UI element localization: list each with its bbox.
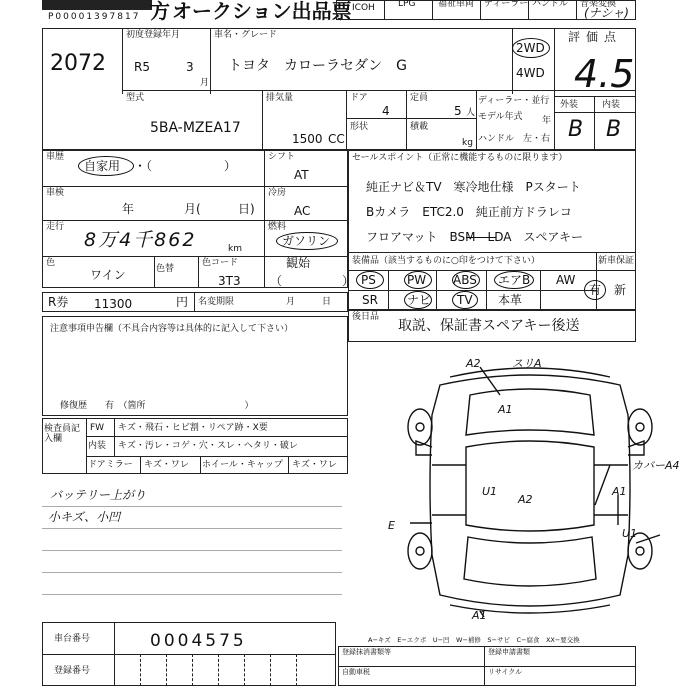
capacity-unit: 人 <box>466 108 476 118</box>
car-name-label: 車名・グレード <box>214 30 278 40</box>
shape-label: 形状 <box>350 122 369 132</box>
score-label: 評価点 <box>568 30 623 44</box>
equipment-tv: TV <box>457 293 473 307</box>
capacity-value: 5 <box>454 104 462 118</box>
admin-label-4: リサイクル <box>488 668 523 676</box>
cooler-label: 冷房 <box>268 188 287 198</box>
diagram-mark-front-sura: スリA <box>512 357 542 370</box>
dealer-label: ディーラー・並行 <box>478 96 550 106</box>
inspection-month: 月( <box>184 202 201 216</box>
diagram-mark-hood-a1: A1 <box>498 403 513 416</box>
registration-era: R5 <box>134 60 150 74</box>
bsm-strike <box>466 237 496 238</box>
equipment-aw: AW <box>556 273 576 287</box>
admin-label-2: 登録申請書類 <box>488 648 530 656</box>
usage-label: 車歴 <box>46 152 65 162</box>
new-car-warranty-label: 新車保証 <box>598 256 635 266</box>
color-label: 色 <box>46 258 56 268</box>
inspector-wheel-items: キズ・ワレ <box>292 460 337 470</box>
color-change-label: 色替 <box>156 264 175 274</box>
doors-value: 4 <box>382 104 390 118</box>
interior-label: 内装 <box>602 100 621 110</box>
model-value: 5BA-MZEA17 <box>150 120 241 136</box>
color-code: 3T3 <box>218 274 241 288</box>
drive-4wd: 4WD <box>516 66 545 80</box>
inspection-day: 日) <box>238 202 255 216</box>
mileage-value: 8万4千862 <box>84 229 197 251</box>
shift-value: AT <box>294 168 309 182</box>
fuel-label: 燃料 <box>268 222 287 232</box>
recycle-unit: 円 <box>176 295 189 309</box>
diagram-mark-right-u1: U1 <box>622 527 638 540</box>
sales-points-label: セールスポイント（正常に機能するものに限ります） <box>352 153 568 163</box>
notes-label: 注意事項申告欄（不具合内容等は具体的に記入して下さい） <box>50 324 294 334</box>
page-title: オークション出品票 <box>172 0 352 23</box>
doors-label: ドア <box>350 93 368 103</box>
mileage-unit: km <box>228 244 242 254</box>
option-icoh: ICOH <box>352 3 375 13</box>
inspector-interior: 内装 <box>88 441 107 451</box>
color-code-label: 色コード <box>202 258 239 268</box>
inspection-year: 年 <box>122 202 135 216</box>
usage-value: 自家用 <box>84 159 121 173</box>
accessories-label: 後日品 <box>352 312 380 322</box>
shift-label: シフト <box>268 152 296 162</box>
top-code: P00001397817 <box>48 12 141 22</box>
car-number-label: 車台番号 <box>54 634 91 644</box>
handwritten-note-1: バッテリー上がり <box>50 488 147 502</box>
recycle-label: R券 <box>48 295 69 309</box>
accessories-value: 取説、保証書スペアキー後送 <box>398 318 580 334</box>
cooler-value: AC <box>294 204 311 218</box>
sales-point-line-2: Bカメラ ETC2.0 純正前方ドラレコ <box>366 205 572 219</box>
lot-number: 2072 <box>50 51 106 76</box>
sales-point-line-1: 純正ナビ＆TV 寒冷地仕様 Pスタート <box>366 180 581 194</box>
displacement-unit: CC <box>328 132 345 146</box>
displacement-value: 1500 <box>292 132 323 146</box>
inspection-label: 車検 <box>46 188 65 198</box>
option-dealer: ディーラー <box>484 0 529 9</box>
fuel-value: ガソリン <box>282 234 331 248</box>
interior-score: B <box>606 117 622 142</box>
model-year-label: モデル年式 <box>478 112 523 122</box>
damage-legend: A−キズ E−エクボ U−凹 W−補修 S−サビ C−腐食 XX−要交換 <box>368 636 580 644</box>
diagram-mark-front-a2: A2 <box>466 357 481 370</box>
registration-label: 初度登録年月 <box>126 30 181 40</box>
car-number-value: 0004575 <box>150 631 247 651</box>
model-label: 型式 <box>126 93 145 103</box>
load-label: 積載 <box>410 122 429 132</box>
repair-history: 修復歴 有 （箇所 ） <box>60 401 254 411</box>
option-handle: ハンドル <box>532 0 569 9</box>
option-welfare: 福祉車両 <box>438 0 475 9</box>
inspector-fw-items: キズ・飛石・ヒビ割・リペア跡・X要 <box>118 423 268 433</box>
equipment-label: 装備品（該当するものに○印をつけて下さい） <box>352 256 540 266</box>
model-year-unit: 年 <box>542 116 552 126</box>
inspector-wheel: ホイール・キャップ <box>202 460 283 470</box>
registration-month-unit: 月 <box>200 78 210 88</box>
car-name-value: トヨタ カローラセダン G <box>228 58 407 74</box>
diagram-mark-cover-a4: カバーA4 <box>632 459 680 472</box>
modification-label: 観始 <box>286 256 311 270</box>
displacement-label: 排気量 <box>266 93 294 103</box>
inspector-fw: FW <box>90 423 105 433</box>
color-value: ワイン <box>90 268 126 282</box>
recycle-row <box>42 292 348 312</box>
diagram-mark-roof-a2: A2 <box>518 493 533 506</box>
top-handwritten-note: (ナシャ) <box>584 6 629 20</box>
equipment-leather: 本革 <box>498 293 523 307</box>
warranty-new: 新 <box>614 283 627 297</box>
reg-number-label: 登録番号 <box>54 666 91 676</box>
name-change-label: 名変期限 <box>198 297 235 307</box>
name-change-day: 日 <box>322 297 332 307</box>
exterior-label: 外装 <box>560 100 579 110</box>
equipment-airbag: エアB <box>498 273 531 287</box>
modification-value: （ ） <box>270 274 355 288</box>
handle-side: ハンドル 左・右 <box>478 134 551 144</box>
car-damage-diagram <box>380 355 680 625</box>
title-prefix: 方 <box>150 0 170 23</box>
registration-month: 3 <box>186 60 194 74</box>
name-change-month: 月 <box>286 297 296 307</box>
inspector-interior-items: キズ・汚レ・コゲ・穴・スレ・ヘタリ・破レ <box>118 441 298 451</box>
score-value: 4.5 <box>574 52 635 96</box>
equipment-abs: ABS <box>453 273 477 287</box>
admin-label-1: 登録抹消書類等 <box>342 648 391 656</box>
capacity-label: 定員 <box>410 93 429 103</box>
equipment-sr: SR <box>362 293 378 307</box>
load-unit: kg <box>462 138 473 148</box>
inspector-label: 検査員記入欄 <box>44 424 81 444</box>
diagram-mark-left-e: E <box>388 519 395 532</box>
drive-2wd: 2WD <box>516 41 545 55</box>
warranty-yes: 有 <box>589 283 602 297</box>
inspector-mirror-items: キズ・ワレ <box>144 460 189 470</box>
inspector-mirror: ドアミラー <box>88 460 133 470</box>
equipment-navi: ナビ <box>407 293 432 307</box>
handwritten-note-2: 小キズ、小凹 <box>48 510 121 524</box>
sales-point-line-3: フロアマット BSM LDA スペアキー <box>366 230 583 244</box>
option-audio: 音楽変換 <box>580 0 617 9</box>
usage-rest: ・（ ） <box>134 159 237 173</box>
recycle-value: 11300 <box>94 297 133 311</box>
diagram-mark-right-a1: A1 <box>612 485 627 498</box>
option-lpg: LPG <box>398 0 416 9</box>
admin-label-3: 自動車税 <box>342 668 370 676</box>
diagram-mark-rear-a1: A1 <box>472 609 487 622</box>
equipment-ps: PS <box>361 273 376 287</box>
exterior-score: B <box>568 117 584 142</box>
header-bar <box>42 0 152 10</box>
diagram-mark-roof-u1: U1 <box>482 485 498 498</box>
equipment-pw: PW <box>407 273 427 287</box>
mileage-label: 走行 <box>46 222 65 232</box>
